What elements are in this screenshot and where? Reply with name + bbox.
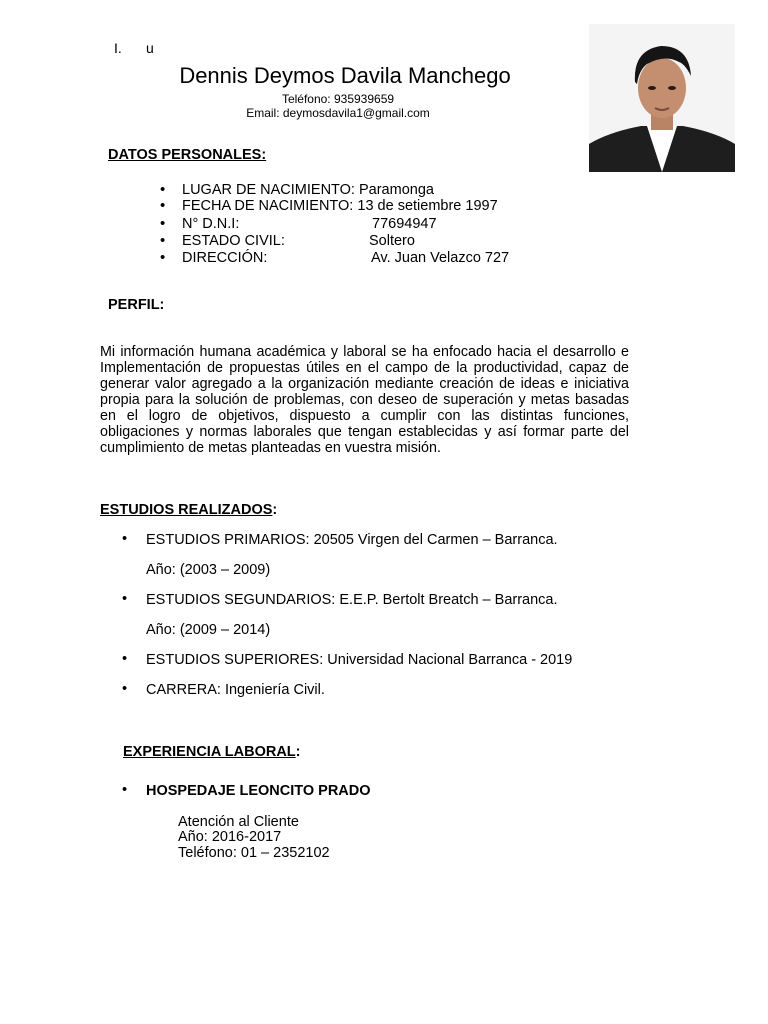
profile-photo: [589, 24, 735, 172]
study-secondary: • ESTUDIOS SEGUNDARIOS: E.E.P. Bertolt Breatch – Barranca.: [122, 591, 558, 608]
bullet-dot-icon: •: [160, 249, 166, 266]
bullet-dot-icon: •: [122, 681, 128, 697]
bullet-dot-icon: •: [160, 232, 166, 249]
bullet-dot-icon: •: [160, 215, 166, 232]
phone-line: Teléfono: 935939659: [281, 92, 395, 106]
study-higher: • ESTUDIOS SUPERIORES: Universidad Nacional Barranca - 2019: [122, 651, 573, 668]
bullet-dot-icon: •: [122, 651, 128, 667]
email-line: Email: deymosdavila1@gmail.com: [246, 106, 430, 120]
candidate-name: Dennis Deymos Davila Manchego: [179, 63, 511, 88]
list-marker: I.: [114, 40, 122, 56]
bullet-dot-icon: •: [160, 181, 166, 198]
profile-paragraph: Mi información humana académica y laboral se ha enfocado hacia el desarrollo e Implementación de propuestas útiles en el campo de la productividad, capaz de generar valor agregado a la organización mediante creación de ideas e iniciativa propia para la solución de problemas, con deseo de superación y metas basadas en el logro de objetivos, dispuesto a cumplir con las distintas funciones, obligaciones y normas laborales que tengan establecidas y así formar parte del cumplimiento de metas planteadas en vuestra misión.: [100, 344, 629, 456]
personal-item-address: • DIRECCIÓN: Av. Juan Velazco 727: [160, 249, 510, 266]
bullet-dot-icon: •: [122, 531, 128, 547]
personal-item-civil-status: • ESTADO CIVIL: Soltero: [160, 232, 415, 249]
study-career: • CARRERA: Ingeniería Civil.: [122, 681, 325, 698]
bullet-dot-icon: •: [160, 197, 166, 214]
study-primary: • ESTUDIOS PRIMARIOS: 20505 Virgen del Carmen – Barranca.: [122, 531, 558, 548]
list-marker-text: u: [146, 40, 154, 56]
personal-item-birthplace: • LUGAR DE NACIMIENTO: Paramonga: [160, 181, 434, 198]
experience-role: Atención al Cliente: [178, 814, 299, 830]
experience-company: • HOSPEDAJE LEONCITO PRADO: [122, 782, 371, 799]
experience-phone: Teléfono: 01 – 2352102: [178, 845, 330, 861]
study-secondary-year: Año: (2009 – 2014): [146, 622, 271, 638]
bullet-dot-icon: •: [122, 782, 128, 798]
experience-year: Año: 2016-2017: [178, 829, 282, 845]
study-primary-year: Año: (2003 – 2009): [146, 562, 271, 578]
personal-item-birthdate: • FECHA DE NACIMIENTO: 13 de setiembre 1997: [160, 197, 498, 214]
experience-heading: EXPERIENCIA LABORAL:: [123, 744, 301, 760]
studies-heading: ESTUDIOS REALIZADOS:: [100, 502, 278, 518]
personal-item-dni: • N° D.N.I: 77694947: [160, 215, 437, 232]
personal-data-heading: DATOS PERSONALES:: [108, 147, 267, 163]
bullet-dot-icon: •: [122, 591, 128, 607]
profile-heading: PERFIL:: [108, 297, 165, 313]
person-photo-icon: [589, 24, 735, 172]
